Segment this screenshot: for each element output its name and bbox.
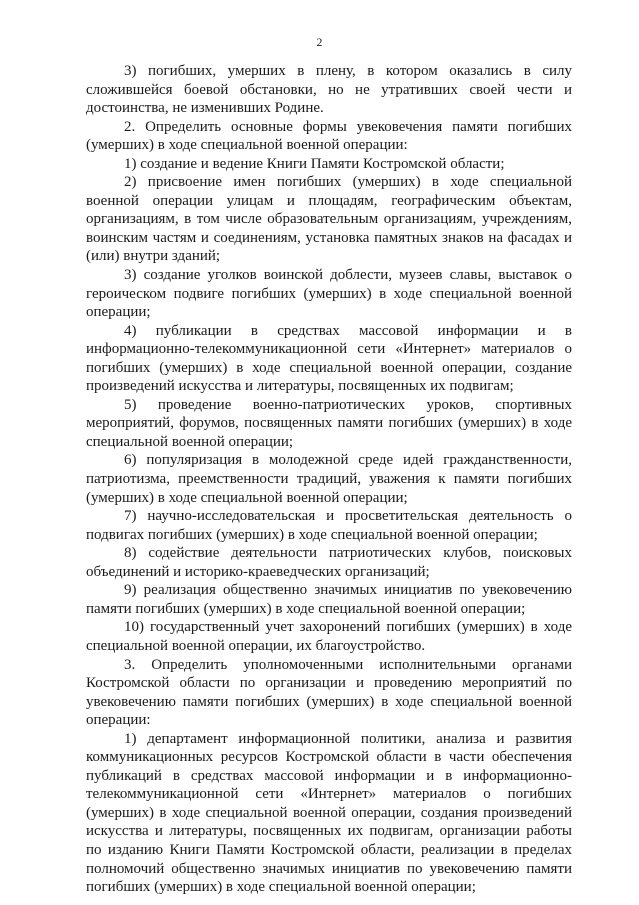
paragraph-item-3-captivity: 3) погибших, умерших в плену, в котором оказались в силу сложившейся боевой обстановки, но не утративших своей чести и достоинства, не изменивших Родине. — [86, 63, 572, 117]
paragraph-section-3-authorities: 3. Определить уполномоченными исполнительными органами Костромской области по организации и проведению мероприятий по увековечению памяти погибших (умерших) в ходе специальной военной операции: — [86, 656, 572, 729]
page-number: 2 — [316, 37, 323, 49]
paragraph-form-4-publications: 4) публикации в средствах массовой информации и в информационно-телекоммуникационной сети «Интернет» материалов о погибших (умерших) в ходе специальной военной операции, создание произведений искусства и литературы, посвященных их подвигам; — [86, 322, 572, 395]
paragraph-form-10-burials: 10) государственный учет захоронений погибших (умерших) в ходе специальной военной операции, их благоустройство. — [86, 619, 572, 654]
paragraph-form-9-initiatives: 9) реализация общественно значимых инициатив по увековечению памяти погибших (умерших) в ходе специальной военной операции; — [86, 582, 572, 617]
paragraph-authority-1-department: 1) департамент информационной политики, анализа и развития коммуникационных ресурсов Костромской области в части обеспечения публикаций в средствах массовой информации и в информационно-телекоммуникационной сети «Интернет» материалов о погибших (умерших) в ходе специальной военной операции, создания произведений искусства и литературы, посвященных их подвигам, организации работы по изданию Книги Памяти Костромской области, реализации в пределах полномочий общественно значимых инициатив по увековечению памяти погибших (умерших) в ходе специальной военной операции; — [86, 730, 572, 896]
paragraph-form-7-research: 7) научно-исследовательская и просветительская деятельность о подвигах погибших (умерших) в ходе специальной военной операции; — [86, 508, 572, 543]
paragraph-form-2-naming: 2) присвоение имен погибших (умерших) в ходе специальной военной операции улицам и площадям, географическим объектам, организациям, в том числе образовательным организациям, учреждениям, воинским частям и соединениям, установка памятных знаков на фасадах и (или) внутри зданий; — [86, 174, 572, 265]
paragraph-form-8-clubs: 8) содействие деятельности патриотических клубов, поисковых объединений и историко-краеведческих организаций; — [86, 545, 572, 580]
document-body — [86, 62, 572, 897]
paragraph-form-3-museums: 3) создание уголков воинской доблести, музеев славы, выставок о героическом подвиге погибших (умерших) в ходе специальной военной операции; — [86, 267, 572, 321]
paragraph-form-6-popularization: 6) популяризация в молодежной среде идей гражданственности, патриотизма, преемственности традиций, уважения к памяти погибших (умерших) в ходе специальной военной операции; — [86, 452, 572, 506]
paragraph-form-1-memory-book: 1) создание и ведение Книги Памяти Костромской области; — [124, 155, 505, 172]
paragraph-form-5-lessons: 5) проведение военно-патриотических уроков, спортивных мероприятий, форумов, посвященных памяти погибших (умерших) в ходе специальной военной операции; — [86, 396, 572, 450]
paragraph-section-2-forms: 2. Определить основные формы увековечения памяти погибших (умерших) в ходе специальной военной операции: — [86, 118, 572, 154]
